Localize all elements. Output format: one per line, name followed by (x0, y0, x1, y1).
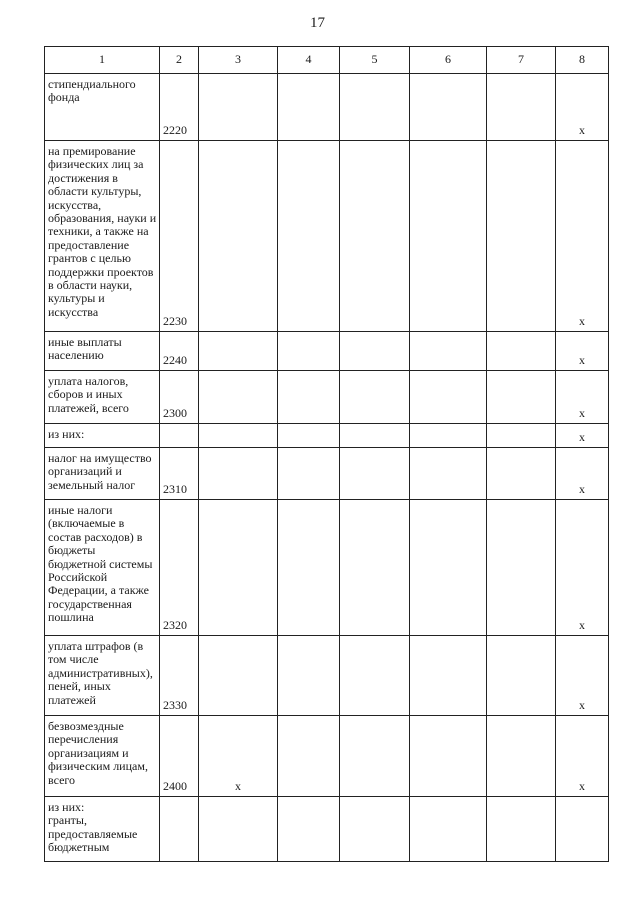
cell-col6 (410, 74, 487, 141)
cell-col3 (199, 636, 278, 716)
cell-col7 (487, 448, 556, 500)
header-row (45, 47, 609, 74)
cell-col7 (487, 332, 556, 371)
cell-col3 (199, 74, 278, 141)
cell-col6 (410, 636, 487, 716)
cell-col5 (340, 448, 410, 500)
row-code: 2300 (160, 371, 199, 424)
cell-col5 (340, 500, 410, 636)
row-name: стипендиального фонда (45, 74, 160, 141)
cell-col5 (340, 716, 410, 797)
table-row (45, 371, 609, 424)
row-code: 2240 (160, 332, 199, 371)
column-header-4: 4 (278, 47, 340, 74)
row-name: на премирование физических лиц за достижения в области культуры, искусства, образования, науки и техники, а также на предоставление грантов с целью поддержки проектов в области науки, культуры и искусства (45, 141, 160, 332)
row-code: 2400 (160, 716, 199, 797)
column-header-1: 1 (45, 47, 160, 74)
cell-col7 (487, 141, 556, 332)
row-code: 2230 (160, 141, 199, 332)
cell-col4 (278, 141, 340, 332)
row-name: безвозмездные перечисления организациям и физическим лицам, всего (45, 716, 160, 797)
cell-col3 (199, 371, 278, 424)
cell-col8: x (556, 424, 609, 448)
cell-col7 (487, 424, 556, 448)
table-row (45, 500, 609, 636)
cell-col6 (410, 424, 487, 448)
cell-col4 (278, 332, 340, 371)
cell-col7 (487, 716, 556, 797)
table-row (45, 636, 609, 716)
cell-col8: x (556, 74, 609, 141)
cell-col4 (278, 424, 340, 448)
cell-col7 (487, 371, 556, 424)
cell-col5 (340, 797, 410, 862)
cell-col5 (340, 74, 410, 141)
cell-col4 (278, 716, 340, 797)
cell-col8: x (556, 371, 609, 424)
cell-col7 (487, 74, 556, 141)
cell-col3 (199, 332, 278, 371)
cell-col5 (340, 371, 410, 424)
row-name: из них: гранты, предоставляемые бюджетным (45, 797, 160, 862)
table-row (45, 448, 609, 500)
cell-col6 (410, 716, 487, 797)
row-code: 2330 (160, 636, 199, 716)
cell-col4 (278, 74, 340, 141)
expenditure-table (44, 46, 609, 862)
table-row (45, 332, 609, 371)
cell-col6 (410, 797, 487, 862)
row-code: 2220 (160, 74, 199, 141)
cell-col5 (340, 141, 410, 332)
table-row (45, 716, 609, 797)
table-row (45, 74, 609, 141)
cell-col6 (410, 371, 487, 424)
column-header-3: 3 (199, 47, 278, 74)
cell-col8: x (556, 500, 609, 636)
column-header-6: 6 (410, 47, 487, 74)
cell-col3 (199, 424, 278, 448)
cell-col3: x (199, 716, 278, 797)
table-row (45, 424, 609, 448)
cell-col3 (199, 141, 278, 332)
cell-col8: x (556, 716, 609, 797)
row-name: из них: (45, 424, 160, 448)
cell-col3 (199, 797, 278, 862)
cell-col4 (278, 636, 340, 716)
cell-col8: x (556, 141, 609, 332)
row-name: иные выплаты населению (45, 332, 160, 371)
cell-col7 (487, 636, 556, 716)
cell-col6 (410, 141, 487, 332)
cell-col7 (487, 500, 556, 636)
column-header-5: 5 (340, 47, 410, 74)
cell-col5 (340, 424, 410, 448)
row-code (160, 424, 199, 448)
row-code: 2320 (160, 500, 199, 636)
cell-col3 (199, 448, 278, 500)
page-number: 17 (310, 15, 325, 31)
column-header-2: 2 (160, 47, 199, 74)
cell-col8: x (556, 332, 609, 371)
table-row (45, 141, 609, 332)
row-name: иные налоги (включаемые в состав расходов) в бюджеты бюджетной системы Российской Федерации, а также государственная пошлина (45, 500, 160, 636)
row-name: уплата штрафов (в том числе административных), пеней, иных платежей (45, 636, 160, 716)
cell-col3 (199, 500, 278, 636)
cell-col4 (278, 797, 340, 862)
cell-col6 (410, 500, 487, 636)
cell-col8: x (556, 448, 609, 500)
cell-col8: x (556, 636, 609, 716)
row-name: уплата налогов, сборов и иных платежей, всего (45, 371, 160, 424)
row-name: налог на имущество организаций и земельный налог (45, 448, 160, 500)
column-header-7: 7 (487, 47, 556, 74)
cell-col6 (410, 332, 487, 371)
cell-col7 (487, 797, 556, 862)
cell-col5 (340, 332, 410, 371)
column-header-8: 8 (556, 47, 609, 74)
cell-col4 (278, 371, 340, 424)
cell-col8 (556, 797, 609, 862)
cell-col6 (410, 448, 487, 500)
row-code: 2310 (160, 448, 199, 500)
cell-col4 (278, 500, 340, 636)
table-row (45, 797, 609, 862)
cell-col5 (340, 636, 410, 716)
row-code (160, 797, 199, 862)
cell-col4 (278, 448, 340, 500)
